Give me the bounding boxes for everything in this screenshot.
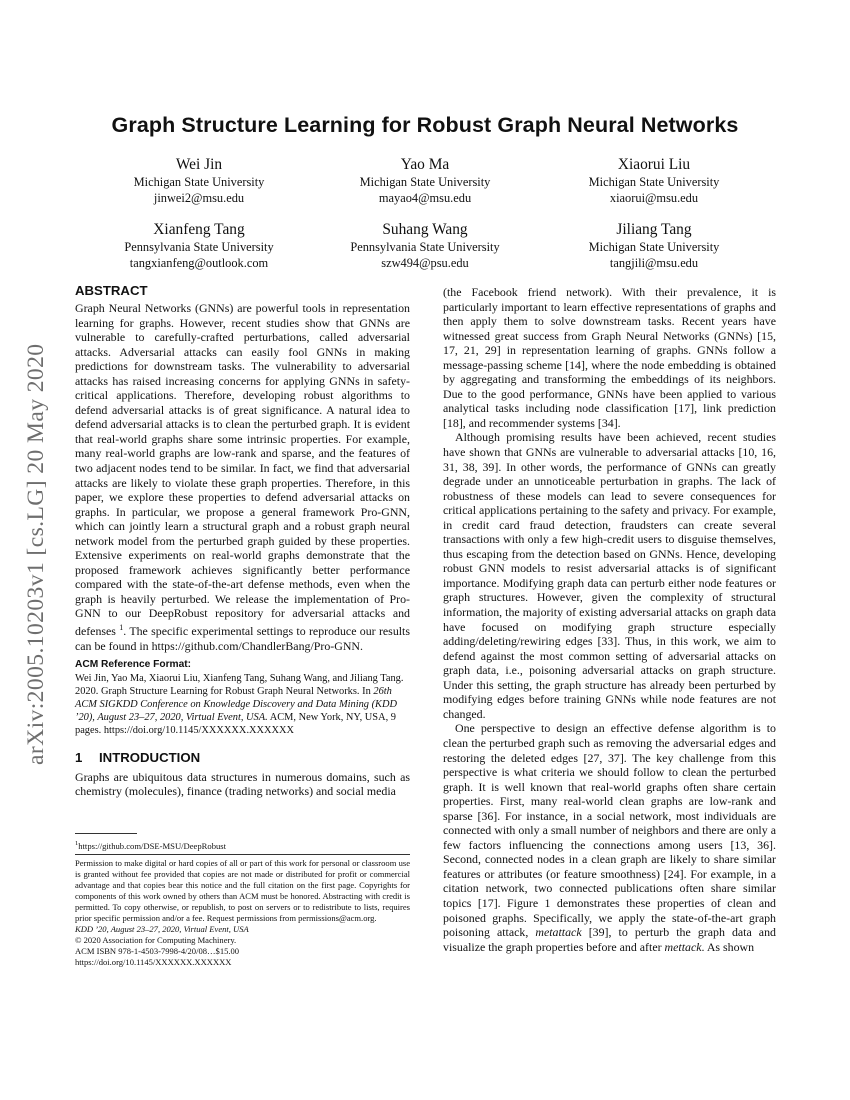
author-email: tangxianfeng@outlook.com	[129, 255, 269, 270]
intro-p3-part-c: . As shown	[701, 939, 755, 954]
abstract-footnote-mark: 1	[119, 623, 124, 633]
intro-section-number: 1	[75, 749, 83, 765]
author-name: Jiliang Tang	[616, 221, 692, 238]
abstract-tail: . The specific experimental settings to reproduce our results can be found in https://github.com/ChandlerBang/Pro-GNN.	[75, 624, 410, 653]
right-column	[443, 285, 776, 954]
footnote	[75, 838, 410, 852]
author-name: Yao Ma	[400, 156, 450, 173]
mettack-term: mettack	[664, 939, 702, 954]
author-email: tangjili@msu.edu	[609, 255, 699, 270]
abstract-text: Graph Neural Networks (GNNs) are powerful tools in representation learning for graphs. However, recent studies show that GNNs are vulnerable to carefully-crafted perturbations, called adversarial attacks. Adversarial attacks can easily fool GNNs in making predictions for downstream tasks. The vulnerability to adversarial attacks has raised increasing concerns for applying GNNs in safety-critical applications. Therefore, developing robust algorithms to defend adversarial attacks is of great significance. A natural idea to defend adversarial attacks is to clean the perturbed graph. It is evident that real-world graphs share some intrinsic properties. For example, many real-world graphs are low-rank and sparse, and the features of two adjacent nodes tend to be similar. In fact, we find that adversarial attacks are likely to violate these graph properties. Therefore, in this paper, we explore these properties to defend adversarial attacks on graphs. In particular, we propose a general framework Pro-GNN, which can jointly learn a structural graph and a robust graph neural network model from the perturbed graph guided by these properties. Extensive experiments on real-world graphs demonstrate that the proposed framework achieves significantly better performance compared with the state-of-the-art defense methods, even when the graph is heavily perturbed. We release the implementation of Pro-GNN to our DeepRobust repository for adversarial attacks and defenses	[75, 301, 410, 638]
intro-paragraph-1: (the Facebook friend network). With their prevalence, it is particularly important to learn effective representations of graphs and then apply them to solve downstream tasks. Recent years have witnessed great success from Graph Neural Networks (GNNs) [15, 17, 21, 29] in representation learning of graphs. GNNs follow a message-passing scheme [14], where the node embedding is obtained by aggregating and transforming the embeddings of its neighbors. Due to the good performance, GNNs have been applied to various analytical tasks including node classification [17], link prediction [18], and recommender systems [34].	[443, 285, 776, 430]
author-email: szw494@psu.edu	[381, 255, 469, 270]
permission-block	[75, 858, 410, 968]
intro-heading	[75, 750, 410, 766]
author-email: xiaorui@msu.edu	[609, 190, 699, 205]
doi-line: https://doi.org/10.1145/XXXXXX.XXXXXX	[75, 957, 232, 968]
intro-paragraph-2: Although promising results have been achieved, recent studies have shown that GNNs are vulnerable to adversarial attacks [10, 16, 31, 38, 39]. In other words, the performance of GNNs can greatly degrade under an unnoticeable perturbation in graphs. The lack of robustness of these models can lead to severe consequences for critical applications pertaining to the safety and privacy. For example, in credit card fraud detection, fraudsters can create several transactions with only a few high-credit users to disguise themselves, thus escaping from the detection based on GNNs. Hence, developing robust GNN models to resist adversarial attacks is of significant importance. Modifying graph data can perturb either node features or graph structures. However, given the complexity of structural information, the majority of existing adversarial attacks on graph data have focused on modifying graph structure especially adding/deleting/rewiring edges [33]. Thus, in this work, we aim to defend against the most common setting of adversarial attacks on graph data, i.e., poisoning adversarial attacks on graph structure. Under this setting, the graph structure has already been perturbed by modifying edges before training GNNs while node features are not changed.	[443, 430, 776, 721]
acm-ref-authors: Wei Jin, Yao Ma, Xiaorui Liu, Xianfeng Tang, Suhang Wang, and Jiliang Tang. 2020. Graph Structure Learning for Robust Graph Neural Networks. In	[75, 673, 404, 698]
author-6	[524, 220, 784, 271]
intro-section-title: INTRODUCTION	[99, 749, 201, 765]
intro-p3-part-b: [39], to perturb the graph data and visualize the graph properties before and after	[443, 925, 776, 954]
author-email: mayao4@msu.edu	[378, 190, 472, 205]
intro-left-text: Graphs are ubiquitous data structures in numerous domains, such as chemistry (molecules), finance (trading networks) and social media	[75, 769, 410, 799]
author-name: Xiaorui Liu	[617, 156, 691, 173]
copyright-line: © 2020 Association for Computing Machinery.	[75, 935, 237, 946]
author-2	[295, 155, 555, 206]
author-affiliation: Michigan State University	[588, 240, 720, 254]
footnote-text: https://github.com/DSE-MSU/DeepRobust	[78, 840, 227, 851]
acm-reference-heading: ACM Reference Format:	[75, 659, 192, 671]
author-affiliation: Pennsylvania State University	[350, 240, 500, 254]
author-5	[295, 220, 555, 271]
footnote-rule	[75, 833, 137, 834]
author-name: Suhang Wang	[382, 221, 468, 238]
arxiv-stamp	[3, 285, 49, 765]
acm-ref-tail: ACM, New York, NY, USA, 9 pages. https://doi.org/10.1145/XXXXXX.XXXXXX	[75, 712, 396, 737]
author-affiliation: Michigan State University	[588, 175, 720, 189]
intro-p3-part-a: One perspective to design an effective defense algorithm is to clean the perturbed graph such as removing the adversarial edges and restoring the deleted edges [27, 37]. The key challenge from this perspective is what criteria we should follow to clean the perturbed graph. It is well known that real-world graphs often share certain properties. First, many real-world clean graphs are low-rank and sparse [36]. For instance, in a social network, most individuals are connected with only a small number of neighbors and there are only a few factors influencing the connections among users [13, 36]. Second, connected nodes in a clean graph are likely to share similar features or attributes (or feature smoothness) [24]. For example, in a citation network, two connected publications often share similar topics [17]. Figure 1 demonstrates these properties of clean and poisoned graphs. Specifically, we apply the state-of-the-art graph poisoning attack,	[443, 721, 776, 940]
acm-ref-venue: 26th ACM SIGKDD Conference on Knowledge Discovery and Data Mining (KDD ’20), August 23–27, 2020, Virtual Event, USA.	[75, 686, 397, 724]
isbn-line: ACM ISBN 978-1-4503-7998-4/20/08…$15.00	[75, 946, 240, 957]
permission-text: Permission to make digital or hard copies of all or part of this work for personal or classroom use is granted without fee provided that copies are not made or distributed for profit or commercial advantage and that copies bear this notice and the full citation on the first page. Copyrights for components of this work owned by others than ACM must be honored. Abstracting with credit is permitted. To copy otherwise, or republish, to post on servers or to redistribute to lists, requires prior specific permission and/or a fee. Request permissions from permissions@acm.org.	[75, 858, 410, 924]
left-column	[75, 282, 410, 799]
paper-title: Graph Structure Learning for Robust Graph Neural Networks	[111, 113, 739, 137]
arxiv-id: arXiv:2005.10203v1 [cs.LG] 20 May 2020	[23, 343, 49, 765]
abstract-body	[75, 301, 410, 653]
abstract-heading: ABSTRACT	[75, 283, 148, 298]
intro-paragraph-3	[443, 721, 776, 954]
author-name: Xianfeng Tang	[153, 221, 245, 238]
author-name: Wei Jin	[175, 156, 223, 173]
author-4	[69, 220, 329, 271]
author-affiliation: Michigan State University	[359, 175, 491, 189]
permission-rule	[75, 854, 410, 855]
author-affiliation: Michigan State University	[133, 175, 265, 189]
acm-reference-body	[75, 672, 410, 737]
footnote-number: 1	[75, 840, 79, 847]
metattack-term: metattack	[535, 925, 582, 940]
author-email: jinwei2@msu.edu	[153, 190, 245, 205]
permission-venue: KDD ’20, August 23–27, 2020, Virtual Event, USA	[75, 924, 249, 935]
author-3	[524, 155, 784, 206]
author-1	[69, 155, 329, 206]
author-affiliation: Pennsylvania State University	[124, 240, 274, 254]
